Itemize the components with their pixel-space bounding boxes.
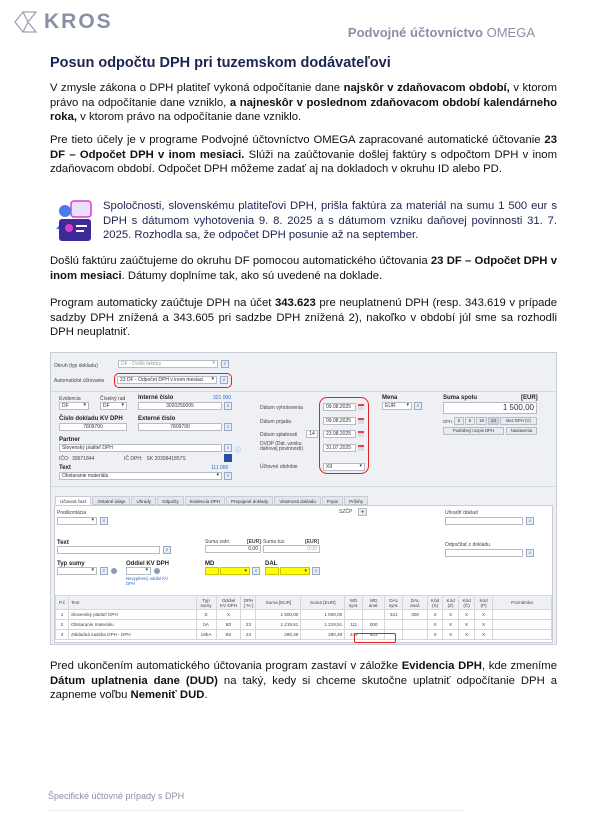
column-header[interactable]: Kód (S) xyxy=(428,596,443,610)
uctovna-cast-pane xyxy=(54,505,553,643)
table-cell: 1 219,51 xyxy=(256,620,301,630)
partner-label: Partner xyxy=(59,437,81,443)
uhradit-input[interactable] xyxy=(445,517,523,525)
evidencia-select[interactable]: DF ▾ xyxy=(59,402,89,410)
dph-19-button[interactable]: 19 xyxy=(476,417,487,425)
text-label: Text xyxy=(57,540,69,546)
divider xyxy=(51,486,557,487)
tab-prilohy[interactable]: Prílohy xyxy=(344,496,368,505)
table-cell: X xyxy=(428,610,443,620)
table-cell: S xyxy=(196,610,216,620)
lookup-icon[interactable]: ⌕ xyxy=(252,567,260,575)
table-cell: 23 xyxy=(241,630,256,640)
table-cell: 19bA xyxy=(196,630,216,640)
header-product: Podvojné účtovníctvo OMEGA xyxy=(347,25,535,40)
footer-divider xyxy=(48,810,463,811)
partner-card-icon[interactable] xyxy=(224,454,232,462)
oddiel-hint: Nevyplnený oddiel KV DPH xyxy=(126,576,169,586)
lookup-icon[interactable]: ⌕ xyxy=(526,517,534,525)
table-cell: 000 xyxy=(363,620,385,630)
column-header[interactable]: DAL anal. xyxy=(403,596,428,610)
omega-invoice-screenshot xyxy=(50,352,557,645)
okruh-select[interactable]: DF - Došlé faktúry ▾ xyxy=(118,360,218,368)
predkontacia-label: Predkontácia xyxy=(57,510,87,516)
tab-uctovna-cast[interactable]: Účtovná časť xyxy=(55,496,91,505)
column-header[interactable]: MD synt. xyxy=(345,596,363,610)
lookup-icon[interactable]: ⌕ xyxy=(163,546,171,554)
kros-logo-icon xyxy=(14,11,38,33)
column-header[interactable]: Suma [EUR] xyxy=(301,596,345,610)
tab-vlastnosti-dokladu[interactable]: Vlastnosti dokladu xyxy=(274,496,321,505)
szcp-dropdown[interactable]: ▾ xyxy=(358,508,367,516)
interne-input[interactable]: 3020250005 xyxy=(138,402,222,410)
column-header[interactable]: Suma [EUR] xyxy=(256,596,301,610)
table-cell xyxy=(403,620,428,630)
partner-input[interactable]: Slovenský platiteľ DPH xyxy=(59,444,222,452)
typ-sumy-select[interactable] xyxy=(57,567,97,575)
tab-popis[interactable]: Popis xyxy=(322,496,343,505)
text-input[interactable] xyxy=(57,546,160,554)
table-cell: 623 xyxy=(363,630,385,640)
table-cell: 111 xyxy=(345,620,363,630)
evidencia-label: Evidencia xyxy=(59,396,81,402)
highlight-dates xyxy=(319,397,369,474)
table-cell: 2 xyxy=(56,620,69,630)
auto-label: Automatické účtovanie xyxy=(54,378,105,384)
table-header xyxy=(56,596,552,610)
nastavenia-button[interactable]: Nastavenia xyxy=(506,427,537,435)
dal-synt-input[interactable] xyxy=(265,567,279,575)
interne-label: Interné číslo xyxy=(138,395,174,401)
text-select[interactable]: Obstaranie materiálu ▾ xyxy=(59,472,222,480)
table-cell: Obstaranie materiálu xyxy=(68,620,196,630)
highlight-auto xyxy=(114,373,232,388)
suma-input[interactable]: 1 500,00 xyxy=(443,402,537,414)
dvdp-input[interactable]: 31.07.2025 xyxy=(323,444,356,452)
table-cell: 1 500,00 xyxy=(256,610,301,620)
md-anal-select[interactable] xyxy=(220,567,250,575)
suma-zahr-label: Suma zahr. xyxy=(205,539,231,545)
table-cell: bA xyxy=(196,620,216,630)
table-cell: Základná sadzba DPH - DPH xyxy=(68,630,196,640)
table-cell: 343 xyxy=(345,630,363,640)
dph-5-button[interactable]: 5 xyxy=(465,417,475,425)
datum-vyhotovenia-input[interactable]: 09.08.2025 xyxy=(323,403,356,411)
lookup-icon[interactable]: ⌕ xyxy=(221,360,229,368)
datum-prijatia-label: Dátum prijatia xyxy=(260,419,291,425)
tab-prepojene-doklady[interactable]: Prepojené doklady xyxy=(226,496,273,505)
suma-label: Suma spolu xyxy=(443,395,478,401)
kv-label: Číslo dokladu KV DPH xyxy=(59,416,123,422)
divider xyxy=(51,391,557,392)
column-header[interactable]: DAL synt. xyxy=(385,596,403,610)
externe-input[interactable]: 7809790 xyxy=(138,423,222,431)
logo-text: KROS xyxy=(44,10,113,33)
tab-odpocty[interactable]: Odpočty xyxy=(157,496,184,505)
table-cell: X xyxy=(459,620,475,630)
lookup-icon[interactable]: ⌕ xyxy=(224,423,232,431)
callout-text: Spoločnosti, slovenskému platiteľovi DPH, prišla faktúra za materiál na sumu 1 500 eur s DPH s dátumom vyhotovenia 9. 8. 2025 a s dátumom vzniku daňovej povinnosti 31. 7. 2025. Rozhodla sa, že odpočet DPH posunie až na september. xyxy=(103,200,557,242)
table-row[interactable] xyxy=(56,630,552,640)
odpocitat-input[interactable] xyxy=(445,549,523,557)
tab-evidencia-dph[interactable]: Evidencia DPH xyxy=(185,496,225,505)
column-header[interactable]: Poznámka xyxy=(493,596,552,610)
bez-dph-button[interactable]: Bez DPH (V) xyxy=(500,417,537,425)
column-header[interactable]: Kód (Č) xyxy=(459,596,475,610)
table-row[interactable] xyxy=(56,610,552,620)
lookup-icon[interactable]: ⌕ xyxy=(526,549,534,557)
md-synt-input[interactable] xyxy=(205,567,219,575)
paragraph-2: Pre tieto účely je v programe Podvojné účtovníctvo OMEGA zapracované automatické účtovanie 23 DF – Odpočet DPH v inom mesiaci. Slúži na zaúčtovanie došlej faktúry s odpočtom DPH v inom zdaňovacom období. Odpočet DPH môžeme zadať aj na dokladoch v okruhu ID alebo PD. xyxy=(50,134,557,176)
lookup-icon[interactable]: ⌕ xyxy=(220,376,228,384)
people-icon xyxy=(55,199,93,243)
table-cell: X xyxy=(475,630,493,640)
table-cell xyxy=(493,610,552,620)
rozpis-dph-button[interactable]: Podrobný rozpis DPH xyxy=(443,427,504,435)
table-cell: 000 xyxy=(403,610,428,620)
text-code: 111 000 xyxy=(211,465,229,471)
tab-ostatne-udaje[interactable]: Ostatné údaje xyxy=(92,496,130,505)
table-cell: 23 xyxy=(241,620,256,630)
column-header[interactable]: Kód (Z) xyxy=(443,596,459,610)
page-title: Posun odpočtu DPH pri tuzemskom dodávateľovi xyxy=(50,55,391,71)
table-cell: 280,49 xyxy=(301,630,345,640)
ico: IČO: 39571844 xyxy=(59,456,95,462)
paragraph-4: Program automaticky zaúčtuje DPH na účet 343.623 pre neuplatnenú DPH (resp. 343.619 v prípade sadzby DPH znížená a 343.605 pri sadzbe DPH znížená 2), nakoľko v období júl sme sa rozhodli DPH neuplatniť. xyxy=(50,297,557,339)
externe-label: Externé číslo xyxy=(138,416,176,422)
kros-logo xyxy=(14,10,113,34)
column-header[interactable]: P.č xyxy=(56,596,69,610)
table-cell: X xyxy=(216,610,241,620)
table-cell xyxy=(385,620,403,630)
odpocitat-label: Odpočítať z dokladu xyxy=(445,542,490,548)
column-header[interactable]: Text xyxy=(68,596,196,610)
highlight-343-623 xyxy=(354,633,396,643)
table-row[interactable] xyxy=(56,620,552,630)
obdobie-label: Účtovné obdobie xyxy=(260,464,298,470)
interne-code: 321 000 xyxy=(213,395,232,401)
table-cell: X xyxy=(475,610,493,620)
table-cell: 1 500,00 xyxy=(301,610,345,620)
datum-prijatia-input[interactable]: 09.08.2025 xyxy=(323,417,356,425)
table-cell: X xyxy=(459,610,475,620)
dal-label: DAL xyxy=(265,561,278,567)
suma-zahr-input[interactable]: 0,00 xyxy=(205,545,261,553)
table-cell xyxy=(403,630,428,640)
dph-label: DPH xyxy=(443,419,453,424)
footer-text: Špecifické účtovné prípady s DPH xyxy=(48,791,185,801)
table-cell xyxy=(493,620,552,630)
auto-select[interactable]: 23 DF - Odpočet DPH v inom mesiaci ▾ xyxy=(117,376,217,384)
suma-tuz-label: Suma tuz. xyxy=(263,539,286,545)
table-cell: X xyxy=(459,630,475,640)
mena-select[interactable]: EUR ▾ xyxy=(382,402,412,410)
uhradit-label: Uhradiť doklad xyxy=(445,510,478,516)
table-cell: X xyxy=(428,620,443,630)
lookup-icon[interactable]: ⌕ xyxy=(414,402,422,410)
lookup-icon[interactable]: ⌕ xyxy=(224,444,232,452)
mena-label: Mena xyxy=(382,395,398,401)
rad-select[interactable]: DF ▾ xyxy=(100,402,127,410)
datum-splatnosti-label: Dátum splatnosti xyxy=(260,432,298,438)
paragraph-5: Pred ukončením automatického účtovania program zastaví v záložke Evidencia DPH, kde zmeníme Dátum uplatnenia dane (DUD) na taký, kedy si chceme skutočne uplatniť odpočítanie DPH a zapneme voľbu Nemeniť DUD. xyxy=(50,660,557,702)
table-cell: 321 xyxy=(385,610,403,620)
md-label: MD xyxy=(205,561,215,567)
table-cell: 3 xyxy=(56,630,69,640)
okruh-label: Okruh (typ dokladu) xyxy=(54,363,98,369)
kv-input[interactable]: 7809790 xyxy=(59,423,127,431)
column-header[interactable]: MD anal. xyxy=(363,596,385,610)
typ-sumy-label: Typ sumy xyxy=(57,561,85,567)
table-cell: X xyxy=(443,630,459,640)
column-header[interactable]: DPH [ % ] xyxy=(241,596,256,610)
icdph: IČ DPH: SK 2039841857S xyxy=(124,456,186,462)
dph-0-button[interactable]: 0 xyxy=(454,417,464,425)
example-callout xyxy=(55,199,557,243)
paragraph-3: Došlú faktúru zaúčtujeme do okruhu DF pomocou automatického účtovania 23 DF – Odpočet DPH v inom mesiaci. Dátumy doplníme tak, ako sú uvedené na doklade. xyxy=(50,255,557,282)
table-cell: Slovenský platiteľ DPH xyxy=(68,610,196,620)
predkontacia-select[interactable] xyxy=(57,517,97,525)
dph-23-button[interactable]: 23 xyxy=(488,417,499,425)
lookup-icon[interactable]: ⌕ xyxy=(224,472,232,480)
suma-tuz-input[interactable]: 0,00 xyxy=(263,545,320,553)
table-cell xyxy=(493,630,552,640)
table-cell xyxy=(241,610,256,620)
table-cell: X xyxy=(428,630,443,640)
column-header[interactable]: Typ sumy xyxy=(196,596,216,610)
globe-icon[interactable] xyxy=(111,568,117,574)
lookup-icon[interactable]: ⌕ xyxy=(100,517,108,525)
datum-vyhotovenia-label: Dátum vyhotovenia xyxy=(260,405,303,411)
oddiel-select[interactable] xyxy=(126,567,151,575)
splatnost-days[interactable]: 14 xyxy=(306,430,318,438)
dvdp-label: DVDP (Dát. vzniku daňovej povinnosti) xyxy=(260,441,304,452)
lookup-icon[interactable]: ⌕ xyxy=(312,567,320,575)
lookup-icon[interactable]: ⌕ xyxy=(224,402,232,410)
suma-unit: [EUR] xyxy=(521,395,538,401)
tab-bar xyxy=(55,496,369,505)
table-cell: 1 xyxy=(56,610,69,620)
rad-label: Číselný rad xyxy=(100,396,126,402)
table-cell: 1 219,51 xyxy=(301,620,345,630)
table-cell xyxy=(345,610,363,620)
lookup-icon[interactable]: ⌕ xyxy=(100,567,108,575)
globe-icon[interactable] xyxy=(154,568,160,574)
obdobie-select[interactable]: XII ▾ xyxy=(323,463,365,471)
datum-splatnosti-input[interactable]: 23.08.2025 xyxy=(323,430,356,438)
paragraph-1: V zmysle zákona o DPH platiteľ vykoná odpočítanie dane najskôr v zdaňovacom období, v ktorom právo na odpočítanie dane vzniklo, a najneskôr v poslednom zdaňovacom období kalendárneho roka, v ktorom právo na odpočítanie dane vzniklo. xyxy=(50,82,558,124)
dal-anal-select[interactable] xyxy=(280,567,310,575)
text-label: Text xyxy=(59,465,71,471)
table-cell: X xyxy=(475,620,493,630)
table-cell: X xyxy=(443,620,459,630)
table-cell: B2 xyxy=(216,620,241,630)
column-header[interactable]: Oddiel KV DPH xyxy=(216,596,241,610)
tab-uhrady[interactable]: Úhrady xyxy=(131,496,156,505)
suma-tuz-unit: [EUR] xyxy=(305,539,319,545)
suma-zahr-unit: [EUR] xyxy=(247,539,261,545)
table-cell: X xyxy=(443,610,459,620)
table-cell: B2 xyxy=(216,630,241,640)
oddiel-label: Oddiel KV DPH xyxy=(126,561,170,567)
info-icon[interactable]: ⓘ xyxy=(235,448,242,454)
szcp-label: SZČP xyxy=(339,509,353,515)
table-cell: 280,49 xyxy=(256,630,301,640)
table-cell xyxy=(363,610,385,620)
column-header[interactable]: Kód (P) xyxy=(475,596,493,610)
entries-table xyxy=(55,595,552,640)
